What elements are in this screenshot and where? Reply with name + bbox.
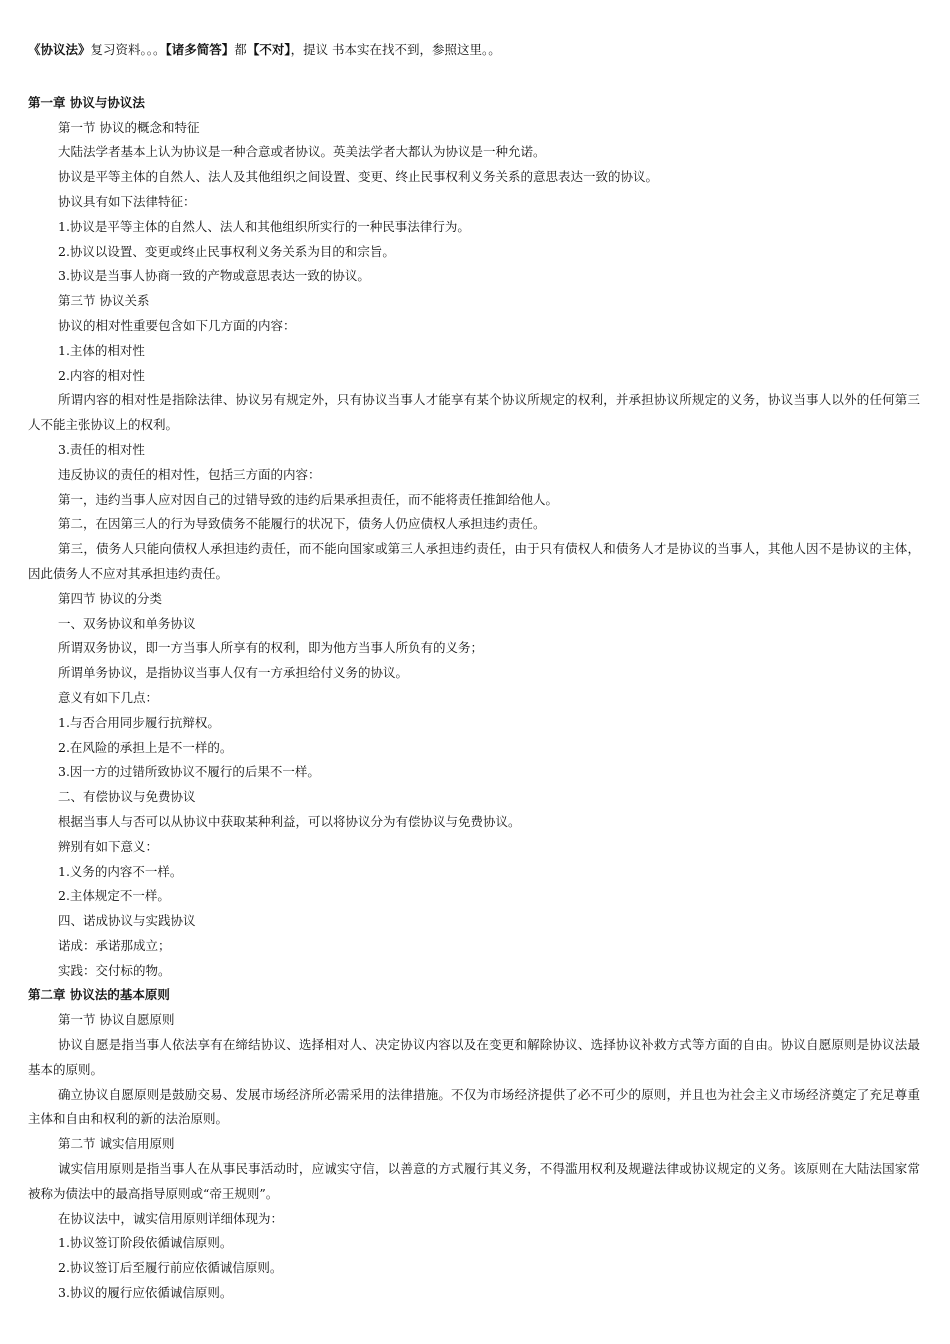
paragraph: 所谓单务协议，是指协议当事人仅有一方承担给付义务的协议。 [58,665,409,681]
paragraph: 第二，在因第三人的行为导致债务不能履行的状况下，债务人仍应债权人承担违约责任。 [58,516,546,532]
paragraph: 实践：交付标的物。 [58,962,171,978]
paragraph: 2.在风险的承担上是不一样的。 [58,739,233,755]
paragraph: 1.协议是平等主体的自然人、法人和其他组织所实行的一种民事法律行为。 [58,218,470,234]
paragraph: 1.主体的相对性 [58,342,145,358]
paragraph: 协议自愿是指当事人依法享有在缔结协议、选择相对人、决定协议内容以及在变更和解除协议、选择协议补救方式等方面的自由。协议自愿原则是协议法最基本的原则。 [28,1037,920,1077]
paragraph: 3.责任的相对性 [58,441,145,457]
intro-title: 《协议法》 [28,42,91,57]
paragraph: 1.义务的内容不一样。 [58,863,183,879]
paragraph: 协议具有如下法律特征： [58,193,196,209]
paragraph: 所谓内容的相对性是指除法律、协议另有规定外，只有协议当事人才能享有某个协议所规定的权利，并承担协议所规定的义务，协议当事人以外的任何第三人不能主张协议上的权利。 [28,392,920,433]
intro-emphasis: 【不对】 [246,42,291,57]
document-body [28,38,920,1306]
paragraph: 第三，债务人只能向债权人承担违约责任，而不能向国家或第三人承担违约责任，由于只有债权人和债务人才是协议的当事人，其他人因不是协议的主体，因此债务人不应对其承担违约责任。 [28,541,920,581]
paragraph: 第一节 协议的概念和特征 [58,119,200,135]
paragraph: 所谓双务协议，即一方当事人所享有的权利，即为他方当事人所负有的义务； [58,640,484,656]
paragraph: 大陆法学者基本上认为协议是一种合意或者协议。英美法学者大都认为协议是一种允诺。 [58,144,546,160]
paragraph: 辨别有如下意义： [58,838,159,854]
chapter-heading: 第二章 协议法的基本原则 [28,987,170,1003]
paragraph: 协议的相对性重要包含如下几方面的内容： [58,317,296,333]
intro-text: 复习资料。。。 [90,42,166,57]
paragraph: 意义有如下几点： [58,689,159,705]
paragraph: 2.内容的相对性 [58,367,145,383]
paragraph: 1.协议签订阶段依循诚信原则。 [58,1235,233,1251]
intro-emphasis: 【诸多简答】 [165,42,235,57]
paragraph: 一、双务协议和单务协议 [58,615,196,631]
paragraph: 1.与否合用同步履行抗辩权。 [58,714,220,730]
paragraph: 第一节 协议自愿原则 [58,1012,175,1028]
paragraph: 在协议法中，诚实信用原则详细体现为： [58,1210,284,1226]
paragraph: 第一，违约当事人应对因自己的过错导致的违约后果承担责任，而不能将责任推卸给他人。 [58,491,559,507]
paragraph: 2.主体规定不一样。 [58,888,170,904]
paragraph: 3.协议的履行应依循诚信原则。 [58,1285,233,1301]
paragraph: 确立协议自愿原则是鼓励交易、发展市场经济所必需采用的法律措施。不仅为市场经济提供了必不可少的原则，并且也为社会主义市场经济奠定了充足尊重主体和自由和权利的新的法治原则。 [28,1086,920,1127]
paragraph: 3.协议是当事人协商一致的产物或意思表达一致的协议。 [58,268,370,284]
paragraph: 违反协议的责任的相对性，包括三方面的内容： [58,466,321,482]
content [28,91,920,1306]
paragraph: 2.协议以设置、变更或终止民事权利义务关系为目的和宗旨。 [58,243,395,259]
paragraph: 第四节 协议的分类 [58,590,162,606]
paragraph: 3.因一方的过错所致协议不履行的后果不一样。 [58,764,320,780]
paragraph: 协议是平等主体的自然人、法人及其他组织之间设置、变更、终止民事权利义务关系的意思表达一致的协议。 [58,169,659,185]
paragraph: 根据当事人与否可以从协议中获取某种利益，可以将协议分为有偿协议与免费协议。 [58,813,521,829]
paragraph: 四、诺成协议与实践协议 [58,913,196,929]
paragraph: 诺成：承诺那成立； [58,937,171,953]
paragraph: 第三节 协议关系 [58,293,150,309]
paragraph: 诚实信用原则是指当事人在从事民事活动时，应诚实守信，以善意的方式履行其义务，不得滥用权利及规避法律或协议规定的义务。该原则在大陆法国家常被称为债法中的最高指导原则或“帝王规则”。 [28,1161,920,1201]
paragraph: 二、有偿协议与免费协议 [58,789,196,805]
intro-text: ，提议 书本实在找不到，参照这里。。 [290,42,501,57]
paragraph: 2.协议签订后至履行前应依循诚信原则。 [58,1260,283,1276]
intro-line [28,38,920,63]
chapter-heading: 第一章 协议与协议法 [28,94,145,110]
intro-text: 都 [234,42,247,57]
paragraph: 第二节 诚实信用原则 [58,1136,175,1152]
